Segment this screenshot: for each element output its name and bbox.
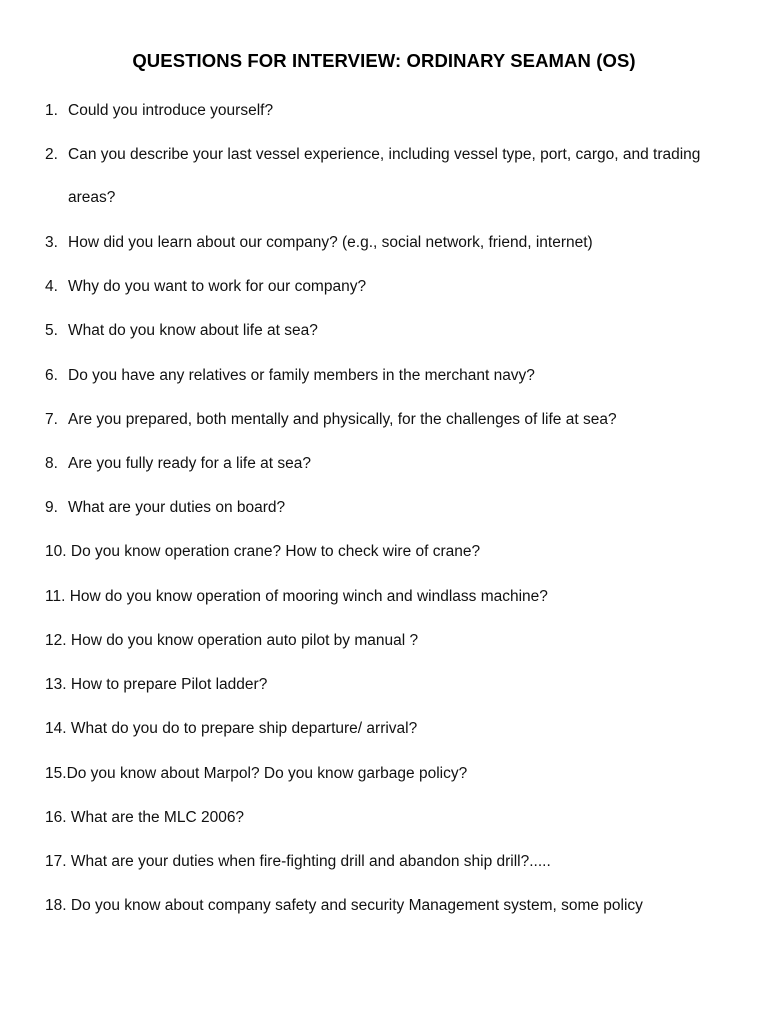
question-item bbox=[45, 631, 745, 651]
question-item bbox=[45, 410, 745, 430]
question-text: How did you learn about our company? (e.g., social network, friend, internet) bbox=[68, 234, 593, 251]
question-text: Do you have any relatives or family members in the merchant navy? bbox=[68, 367, 535, 384]
question-item bbox=[45, 852, 745, 872]
question-number: 7. bbox=[45, 411, 58, 428]
question-text: Could you introduce yourself? bbox=[68, 102, 274, 119]
question-number: 4. bbox=[45, 278, 58, 295]
question-item bbox=[45, 101, 745, 121]
question-text: How to prepare Pilot ladder? bbox=[70, 676, 268, 693]
question-number: 8. bbox=[45, 455, 58, 472]
question-item bbox=[45, 808, 745, 828]
question-number: 18. bbox=[45, 897, 67, 914]
question-number: 6. bbox=[45, 367, 58, 384]
question-number: 11. bbox=[45, 588, 66, 605]
question-text: How do you know operation of mooring winch and windlass machine? bbox=[69, 588, 548, 605]
question-text: Do you know operation crane? How to check wire of crane? bbox=[70, 543, 481, 560]
question-number: 10. bbox=[45, 543, 67, 560]
question-text: Why do you want to work for our company? bbox=[68, 278, 367, 295]
question-number: 17. bbox=[45, 853, 67, 870]
question-item bbox=[45, 233, 745, 253]
question-number: 13. bbox=[45, 676, 67, 693]
question-text: What do you do to prepare ship departure/ arrival? bbox=[70, 720, 418, 737]
question-text: What are your duties on board? bbox=[68, 499, 286, 516]
question-text: What are your duties when fire-fighting drill and abandon ship drill?..... bbox=[70, 853, 551, 870]
document-title: QUESTIONS FOR INTERVIEW: ORDINARY SEAMAN (OS) bbox=[132, 50, 636, 71]
question-item bbox=[45, 498, 745, 518]
question-item bbox=[45, 896, 745, 916]
question-item bbox=[45, 587, 745, 607]
question-number: 5. bbox=[45, 322, 58, 339]
question-number: 1. bbox=[45, 102, 58, 119]
question-number: 14. bbox=[45, 720, 67, 737]
question-number: 15. bbox=[45, 765, 67, 782]
question-item bbox=[45, 542, 745, 562]
question-text: Are you prepared, both mentally and physically, for the challenges of life at sea? bbox=[68, 411, 617, 428]
question-item bbox=[45, 675, 745, 695]
question-text: Do you know about company safety and security Management system, some policy bbox=[70, 897, 643, 914]
question-item bbox=[45, 321, 745, 341]
question-item bbox=[45, 764, 745, 784]
question-text: How do you know operation auto pilot by manual ? bbox=[70, 632, 419, 649]
question-item bbox=[45, 366, 745, 386]
question-item bbox=[45, 719, 745, 739]
question-item bbox=[45, 454, 745, 474]
question-number: 9. bbox=[45, 499, 58, 516]
question-number: 2. bbox=[45, 146, 58, 163]
question-item bbox=[45, 145, 745, 206]
question-text: What do you know about life at sea? bbox=[68, 322, 318, 339]
question-text: Can you describe your last vessel experience, including vessel type, port, cargo, and trading bbox=[68, 146, 701, 163]
question-number: 12. bbox=[45, 632, 67, 649]
question-text: Do you know about Marpol? Do you know garbage policy? bbox=[66, 765, 468, 782]
question-number: 3. bbox=[45, 234, 58, 251]
question-text-continuation: areas? bbox=[68, 189, 116, 206]
question-number: 16. bbox=[45, 809, 67, 826]
question-item bbox=[45, 277, 745, 297]
question-text: Are you fully ready for a life at sea? bbox=[68, 455, 311, 472]
question-text: What are the MLC 2006? bbox=[70, 809, 245, 826]
